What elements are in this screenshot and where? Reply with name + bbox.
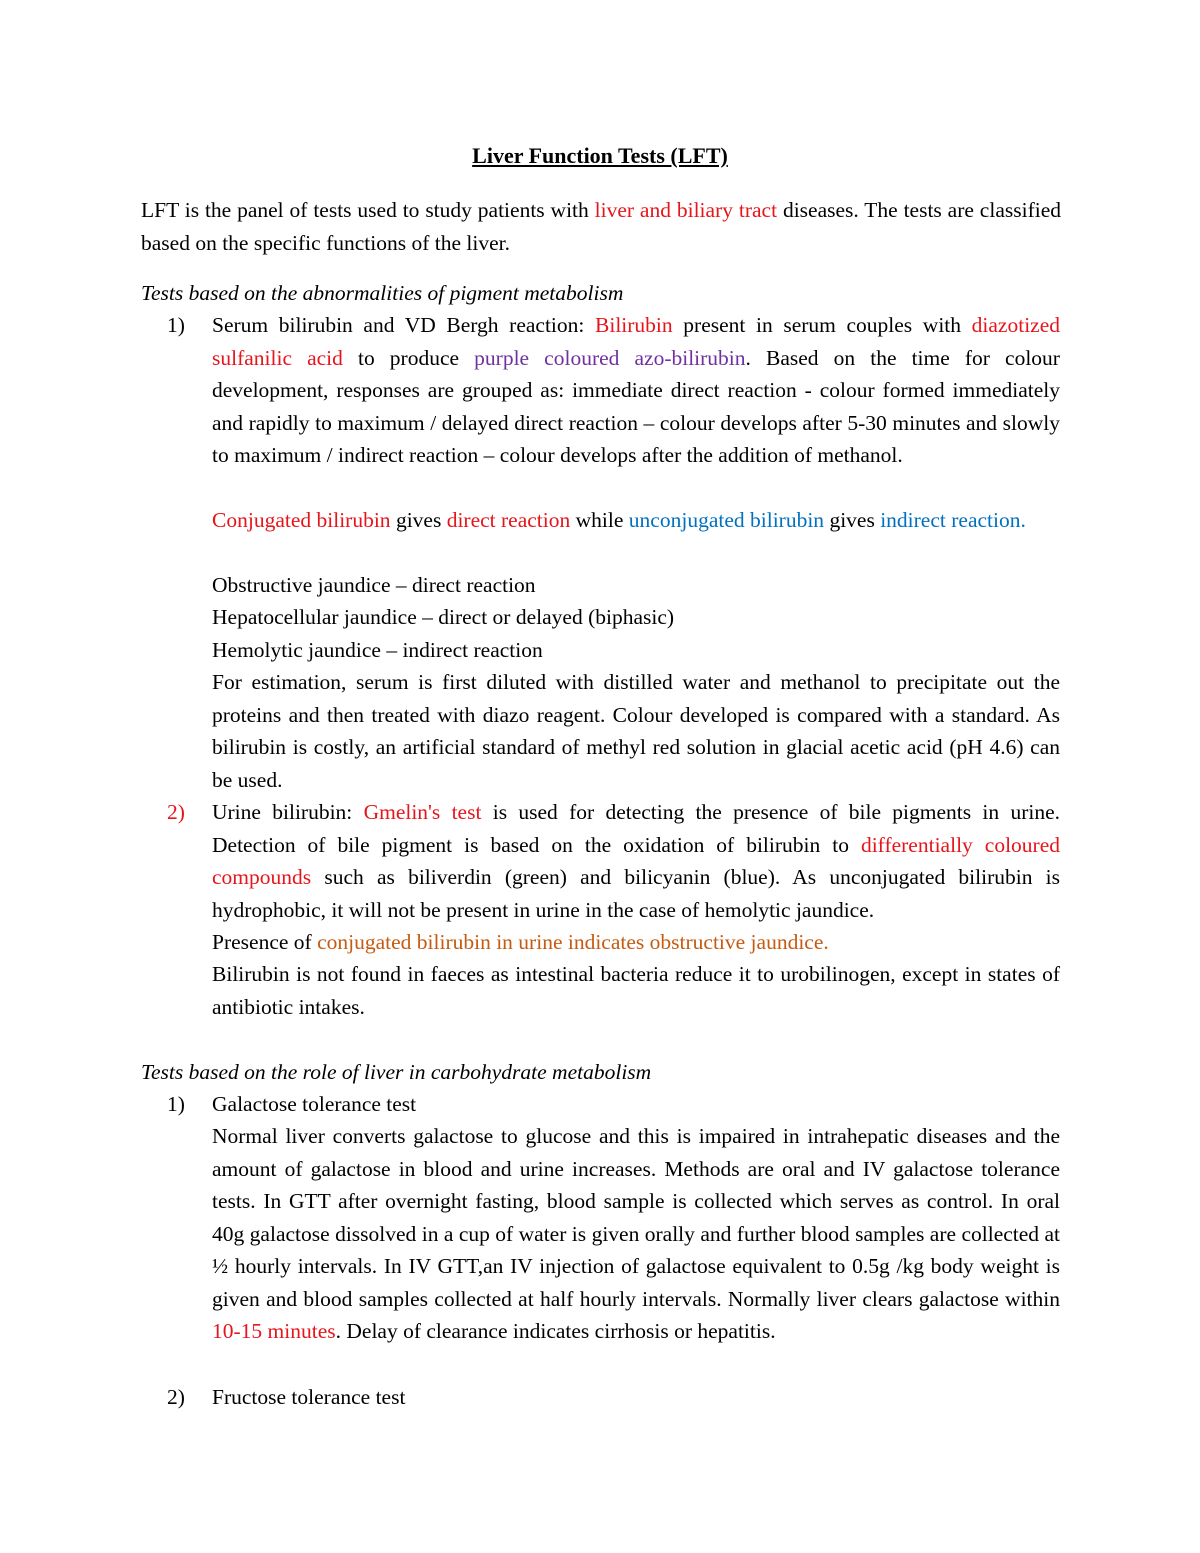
intro-text-end: diseases. The tests are classified based on the specific functions of the liver.: [141, 198, 1061, 255]
intro-text: LFT is the panel of tests used to study patients with: [141, 198, 595, 222]
presence-paragraph: Presence of conjugated bilirubin in urine indicates obstructive jaundice.: [212, 930, 829, 954]
fructose-title: Fructose tolerance test: [212, 1385, 406, 1409]
faeces-paragraph: Bilirubin is not found in faeces as intestinal bacteria reduce it to urobilinogen, except in states of antibiotic intakes.: [212, 962, 1060, 1019]
page-title: Liver Function Tests (LFT): [472, 143, 728, 168]
list-number: 2): [167, 800, 185, 824]
urine-bilirubin-paragraph: Urine bilirubin: Gmelin's test is used for detecting the presence of bile pigments in urine. Detection of bile pigment is based on the oxidation of bilirubin to differentially coloured compounds such as biliverdin (green) and bilicyanin (blue). As unconjugated bilirubin is hydrophobic, it will not be present in urine in the case of hemolytic jaundice.: [212, 800, 1060, 922]
list-number: 1): [167, 313, 185, 337]
list-number: 1): [167, 1092, 185, 1116]
hemolytic-line: Hemolytic jaundice – indirect reaction: [212, 638, 543, 662]
section2-heading: Tests based on the role of liver in carbohydrate metabolism: [141, 1060, 652, 1084]
obstructive-line: Obstructive jaundice – direct reaction: [212, 573, 536, 597]
hepatocellular-line: Hepatocellular jaundice – direct or delayed (biphasic): [212, 605, 675, 629]
conjugated-paragraph: Conjugated bilirubin gives direct reaction while unconjugated bilirubin gives indirect reaction.: [212, 508, 1026, 532]
galactose-paragraph: Normal liver converts galactose to glucose and this is impaired in intrahepatic diseases and the amount of galactose in blood and urine increases. Methods are oral and IV galactose tolerance tests. In GTT after overnight fasting, blood sample is collected which serves as control. In oral 40g galactose dissolved in a cup of water is given orally and further blood samples are collected at ½ hourly intervals. In IV GTT,an IV injection of galactose equivalent to 0.5g /kg body weight is given and blood samples collected at half hourly intervals. Normally liver clears galactose within 10-15 minutes. Delay of clearance indicates cirrhosis or hepatitis.: [212, 1124, 1060, 1343]
section1-heading: Tests based on the abnormalities of pigment metabolism: [141, 281, 624, 305]
galactose-title: Galactose tolerance test: [212, 1092, 417, 1116]
intro-paragraph: [141, 194, 1061, 259]
list-number: 2): [167, 1385, 185, 1409]
serum-bilirubin-paragraph: Serum bilirubin and VD Bergh reaction: Bilirubin present in serum couples with diazotized sulfanilic acid to produce purple coloured azo-bilirubin. Based on the time for colour development, responses are grouped as: immediate direct reaction - colour formed immediately and rapidly to maximum / delayed direct reaction – colour develops after 5-30 minutes and slowly to maximum / indirect reaction – colour develops after the addition of methanol.: [212, 313, 1060, 467]
estimation-paragraph: For estimation, serum is first diluted with distilled water and methanol to precipitate out the proteins and then treated with diazo reagent. Colour developed is compared with a standard. As bilirubin is costly, an artificial standard of methyl red solution in glacial acetic acid (pH 4.6) can be used.: [212, 670, 1060, 792]
intro-highlight: liver and biliary tract: [594, 198, 778, 222]
